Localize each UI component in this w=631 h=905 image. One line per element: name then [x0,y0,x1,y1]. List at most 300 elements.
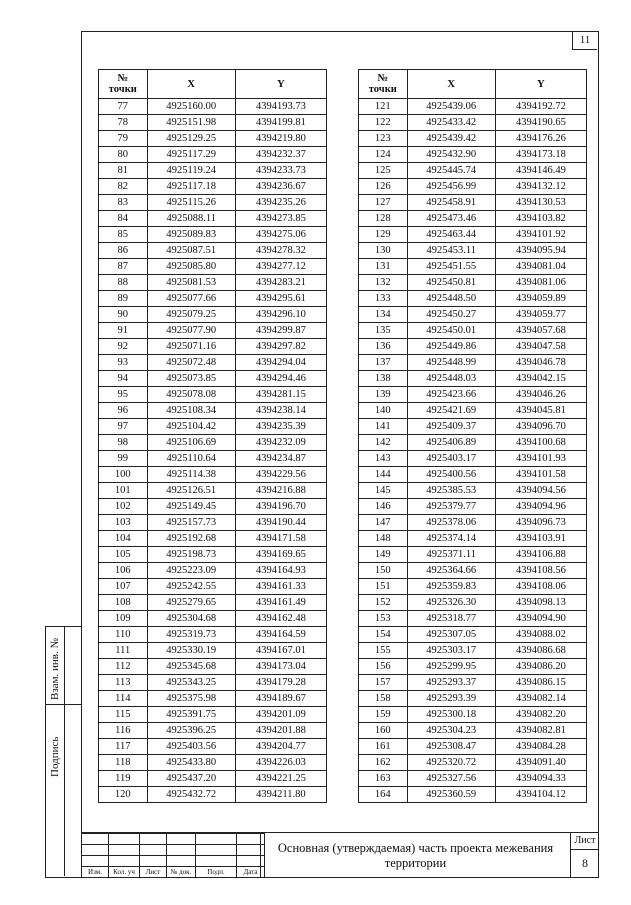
table-row [99,611,327,627]
x-cell: 4925072.48 [147,355,235,371]
x-cell: 4925375.98 [147,691,235,707]
x-cell: 4925448.03 [407,371,495,387]
y-cell: 4394193.73 [235,99,326,115]
x-cell: 4925117.18 [147,179,235,195]
y-cell: 4394094.56 [495,483,586,499]
x-cell: 4925327.56 [407,771,495,787]
y-cell: 4394082.81 [495,723,586,739]
y-cell: 4394057.68 [495,323,586,339]
col-sheet: Лист [140,867,167,878]
table-row [359,211,587,227]
x-cell: 4925117.29 [147,147,235,163]
table-row [99,771,327,787]
table-row [359,467,587,483]
x-cell: 4925371.11 [407,547,495,563]
y-cell: 4394164.93 [235,563,326,579]
y-cell: 4394161.49 [235,595,326,611]
y-cell: 4394216.88 [235,483,326,499]
x-cell: 4925445.74 [407,163,495,179]
point-number-cell: 135 [359,323,408,339]
table-row [99,563,327,579]
table-row [359,147,587,163]
x-cell: 4925307.05 [407,627,495,643]
y-cell: 4394196.70 [235,499,326,515]
x-cell: 4925450.81 [407,275,495,291]
point-number-cell: 154 [359,627,408,643]
x-cell: 4925319.73 [147,627,235,643]
y-cell: 4394204.77 [235,739,326,755]
table-row [99,787,327,803]
table-row [99,339,327,355]
table-row [99,275,327,291]
x-cell: 4925451.55 [407,259,495,275]
y-cell: 4394084.28 [495,739,586,755]
x-cell: 4925157.73 [147,515,235,531]
y-cell: 4394094.96 [495,499,586,515]
x-cell: 4925073.85 [147,371,235,387]
point-number-cell: 158 [359,691,408,707]
x-cell: 4925343.25 [147,675,235,691]
x-cell: 4925379.77 [407,499,495,515]
table-row [359,499,587,515]
y-cell: 4394234.87 [235,451,326,467]
point-number-cell: 123 [359,131,408,147]
point-number-cell: 124 [359,147,408,163]
point-number-cell: 102 [99,499,148,515]
table-row [99,595,327,611]
table-row [99,643,327,659]
x-cell: 4925110.64 [147,451,235,467]
point-number-cell: 90 [99,307,148,323]
y-cell: 4394278.32 [235,243,326,259]
point-number-cell: 134 [359,307,408,323]
col-count: Кол. уч [109,867,140,878]
x-cell: 4925437.20 [147,771,235,787]
table-row [359,291,587,307]
table-row [359,691,587,707]
y-cell: 4394173.18 [495,147,586,163]
y-cell: 4394104.12 [495,787,586,803]
y-cell: 4394091.40 [495,755,586,771]
y-cell: 4394095.94 [495,243,586,259]
point-number-cell: 152 [359,595,408,611]
x-cell: 4925304.68 [147,611,235,627]
table-row [359,259,587,275]
point-number-cell: 148 [359,531,408,547]
point-number-cell: 129 [359,227,408,243]
y-cell: 4394059.89 [495,291,586,307]
y-cell: 4394219.80 [235,131,326,147]
table-row [359,675,587,691]
y-cell: 4394199.81 [235,115,326,131]
point-number-cell: 103 [99,515,148,531]
point-number-cell: 146 [359,499,408,515]
y-cell: 4394190.65 [495,115,586,131]
point-number-cell: 153 [359,611,408,627]
x-cell: 4925115.26 [147,195,235,211]
y-cell: 4394101.93 [495,451,586,467]
y-cell: 4394179.28 [235,675,326,691]
point-number-cell: 80 [99,147,148,163]
table-row [359,531,587,547]
y-cell: 4394232.09 [235,435,326,451]
side-label-signature: Подпись [49,736,61,777]
table-row [359,339,587,355]
table-row [359,515,587,531]
y-cell: 4394086.15 [495,675,586,691]
table-row [99,147,327,163]
y-cell: 4394173.04 [235,659,326,675]
x-cell: 4925403.56 [147,739,235,755]
point-number-cell: 106 [99,563,148,579]
y-cell: 4394281.15 [235,387,326,403]
table-row [359,307,587,323]
y-cell: 4394299.87 [235,323,326,339]
header-x: X [147,70,235,99]
y-cell: 4394233.73 [235,163,326,179]
x-cell: 4925364.66 [407,563,495,579]
table-row [359,323,587,339]
point-number-cell: 88 [99,275,148,291]
point-number-cell: 79 [99,131,148,147]
y-cell: 4394046.78 [495,355,586,371]
point-number-cell: 139 [359,387,408,403]
point-number-cell: 97 [99,419,148,435]
point-number-cell: 110 [99,627,148,643]
table-row [99,115,327,131]
point-number-cell: 77 [99,99,148,115]
col-doc: № док. [167,867,196,878]
table-row [99,627,327,643]
x-cell: 4925456.99 [407,179,495,195]
sheet-label: Лист [571,833,599,850]
point-number-cell: 107 [99,579,148,595]
y-cell: 4394108.56 [495,563,586,579]
y-cell: 4394295.61 [235,291,326,307]
sheet-box [570,833,599,877]
point-number-cell: 99 [99,451,148,467]
table-row [359,659,587,675]
table-row [99,483,327,499]
x-cell: 4925303.17 [407,643,495,659]
point-number-cell: 133 [359,291,408,307]
x-cell: 4925088.11 [147,211,235,227]
x-cell: 4925473.46 [407,211,495,227]
point-number-cell: 160 [359,723,408,739]
point-number-cell: 101 [99,483,148,499]
point-number-cell: 81 [99,163,148,179]
point-number-cell: 85 [99,227,148,243]
table-row [359,403,587,419]
point-number-cell: 84 [99,211,148,227]
x-cell: 4925299.95 [407,659,495,675]
x-cell: 4925114.38 [147,467,235,483]
table-row [359,771,587,787]
table-row [359,179,587,195]
x-cell: 4925453.11 [407,243,495,259]
table-row [99,355,327,371]
table-row [99,739,327,755]
point-number-cell: 118 [99,755,148,771]
y-cell: 4394294.46 [235,371,326,387]
y-cell: 4394201.09 [235,707,326,723]
table-row [99,419,327,435]
y-cell: 4394081.04 [495,259,586,275]
table-row [359,723,587,739]
point-number-cell: 140 [359,403,408,419]
table-row [99,387,327,403]
y-cell: 4394101.58 [495,467,586,483]
point-number-cell: 143 [359,451,408,467]
x-cell: 4925079.25 [147,307,235,323]
point-number-cell: 119 [99,771,148,787]
x-cell: 4925432.72 [147,787,235,803]
table-row [99,99,327,115]
y-cell: 4394042.15 [495,371,586,387]
table-row [99,163,327,179]
table-row [99,515,327,531]
x-cell: 4925192.68 [147,531,235,547]
point-number-cell: 121 [359,99,408,115]
x-cell: 4925360.59 [407,787,495,803]
table-row [99,707,327,723]
table-row [99,195,327,211]
point-number-cell: 89 [99,291,148,307]
x-cell: 4925129.25 [147,131,235,147]
table-row [99,755,327,771]
point-number-cell: 145 [359,483,408,499]
y-cell: 4394235.26 [235,195,326,211]
point-number-cell: 108 [99,595,148,611]
y-cell: 4394046.26 [495,387,586,403]
col-date: Дата [237,867,265,878]
table-row [99,435,327,451]
y-cell: 4394096.73 [495,515,586,531]
point-number-cell: 142 [359,435,408,451]
table-row [99,227,327,243]
x-cell: 4925439.06 [407,99,495,115]
x-cell: 4925359.83 [407,579,495,595]
y-cell: 4394098.13 [495,595,586,611]
y-cell: 4394221.25 [235,771,326,787]
x-cell: 4925330.19 [147,643,235,659]
x-cell: 4925293.39 [407,691,495,707]
table-row [99,691,327,707]
x-cell: 4925242.55 [147,579,235,595]
table-row [99,179,327,195]
y-cell: 4394094.90 [495,611,586,627]
table-row [359,195,587,211]
x-cell: 4925089.83 [147,227,235,243]
point-number-cell: 127 [359,195,408,211]
y-cell: 4394297.82 [235,339,326,355]
point-number-cell: 94 [99,371,148,387]
table-row [99,403,327,419]
table-row [359,755,587,771]
x-cell: 4925279.65 [147,595,235,611]
x-cell: 4925409.37 [407,419,495,435]
table-row [99,499,327,515]
point-number-cell: 113 [99,675,148,691]
header-y: Y [495,70,586,99]
x-cell: 4925433.80 [147,755,235,771]
point-number-cell: 141 [359,419,408,435]
y-cell: 4394167.01 [235,643,326,659]
x-cell: 4925126.51 [147,483,235,499]
point-number-cell: 120 [99,787,148,803]
point-number-cell: 100 [99,467,148,483]
x-cell: 4925071.16 [147,339,235,355]
table-row [99,531,327,547]
header-point-number: № точки [359,70,408,99]
x-cell: 4925077.90 [147,323,235,339]
table-row [359,739,587,755]
point-number-cell: 105 [99,547,148,563]
document-title: Основная (утверждаемая) часть проекта межевания территории [260,833,570,877]
point-number-cell: 96 [99,403,148,419]
y-cell: 4394296.10 [235,307,326,323]
x-cell: 4925119.24 [147,163,235,179]
x-cell: 4925463.44 [407,227,495,243]
x-cell: 4925385.53 [407,483,495,499]
y-cell: 4394294.04 [235,355,326,371]
point-number-cell: 164 [359,787,408,803]
table-row [359,563,587,579]
x-cell: 4925448.50 [407,291,495,307]
table-row [359,371,587,387]
x-cell: 4925104.42 [147,419,235,435]
point-number-cell: 117 [99,739,148,755]
table-row [359,243,587,259]
point-number-cell: 109 [99,611,148,627]
table-row [359,451,587,467]
x-cell: 4925304.23 [407,723,495,739]
side-label-replace: Взам. инв. № [49,638,61,700]
sheet-number: 8 [582,856,588,870]
coordinates-table-left [98,69,327,803]
y-cell: 4394108.06 [495,579,586,595]
table-row [99,291,327,307]
y-cell: 4394164.59 [235,627,326,643]
point-number-cell: 95 [99,387,148,403]
table-row [359,387,587,403]
table-row [359,227,587,243]
x-cell: 4925448.99 [407,355,495,371]
point-number-cell: 91 [99,323,148,339]
x-cell: 4925439.42 [407,131,495,147]
x-cell: 4925400.56 [407,467,495,483]
y-cell: 4394176.26 [495,131,586,147]
point-number-cell: 132 [359,275,408,291]
y-cell: 4394232.37 [235,147,326,163]
point-number-cell: 130 [359,243,408,259]
y-cell: 4394226.03 [235,755,326,771]
point-number-cell: 87 [99,259,148,275]
table-row [359,355,587,371]
table-row [99,467,327,483]
y-cell: 4394211.80 [235,787,326,803]
point-number-cell: 150 [359,563,408,579]
col-change: Изм. [82,867,109,878]
table-row [99,131,327,147]
point-number-cell: 116 [99,723,148,739]
table-row [359,163,587,179]
y-cell: 4394106.88 [495,547,586,563]
point-number-cell: 92 [99,339,148,355]
point-number-cell: 78 [99,115,148,131]
x-cell: 4925085.80 [147,259,235,275]
y-cell: 4394096.70 [495,419,586,435]
y-cell: 4394101.92 [495,227,586,243]
table-row [359,611,587,627]
x-cell: 4925345.68 [147,659,235,675]
x-cell: 4925450.01 [407,323,495,339]
point-number-cell: 144 [359,467,408,483]
point-number-cell: 104 [99,531,148,547]
x-cell: 4925326.30 [407,595,495,611]
x-cell: 4925293.37 [407,675,495,691]
table-row [99,659,327,675]
table-row [99,323,327,339]
table-row [359,131,587,147]
point-number-cell: 162 [359,755,408,771]
x-cell: 4925449.86 [407,339,495,355]
table-row [359,115,587,131]
x-cell: 4925458.91 [407,195,495,211]
x-cell: 4925106.69 [147,435,235,451]
y-cell: 4394190.44 [235,515,326,531]
point-number-cell: 115 [99,707,148,723]
point-number-cell: 86 [99,243,148,259]
point-number-cell: 147 [359,515,408,531]
table-row [359,435,587,451]
point-number-cell: 149 [359,547,408,563]
table-row [99,451,327,467]
point-number-cell: 126 [359,179,408,195]
y-cell: 4394171.58 [235,531,326,547]
page-number: 11 [572,32,597,50]
x-cell: 4925149.45 [147,499,235,515]
y-cell: 4394082.20 [495,707,586,723]
table-row [99,675,327,691]
y-cell: 4394103.82 [495,211,586,227]
table-row [99,307,327,323]
point-number-cell: 122 [359,115,408,131]
table-row [99,243,327,259]
table-row [99,211,327,227]
header-y: Y [235,70,326,99]
x-cell: 4925403.17 [407,451,495,467]
x-cell: 4925078.08 [147,387,235,403]
point-number-cell: 159 [359,707,408,723]
table-row [359,483,587,499]
y-cell: 4394103.91 [495,531,586,547]
y-cell: 4394236.67 [235,179,326,195]
x-cell: 4925432.90 [407,147,495,163]
table-row [99,259,327,275]
x-cell: 4925421.69 [407,403,495,419]
y-cell: 4394169.65 [235,547,326,563]
x-cell: 4925391.75 [147,707,235,723]
y-cell: 4394094.33 [495,771,586,787]
y-cell: 4394081.06 [495,275,586,291]
x-cell: 4925423.66 [407,387,495,403]
x-cell: 4925433.42 [407,115,495,131]
x-cell: 4925087.51 [147,243,235,259]
y-cell: 4394201.88 [235,723,326,739]
point-number-cell: 136 [359,339,408,355]
table-row [99,547,327,563]
